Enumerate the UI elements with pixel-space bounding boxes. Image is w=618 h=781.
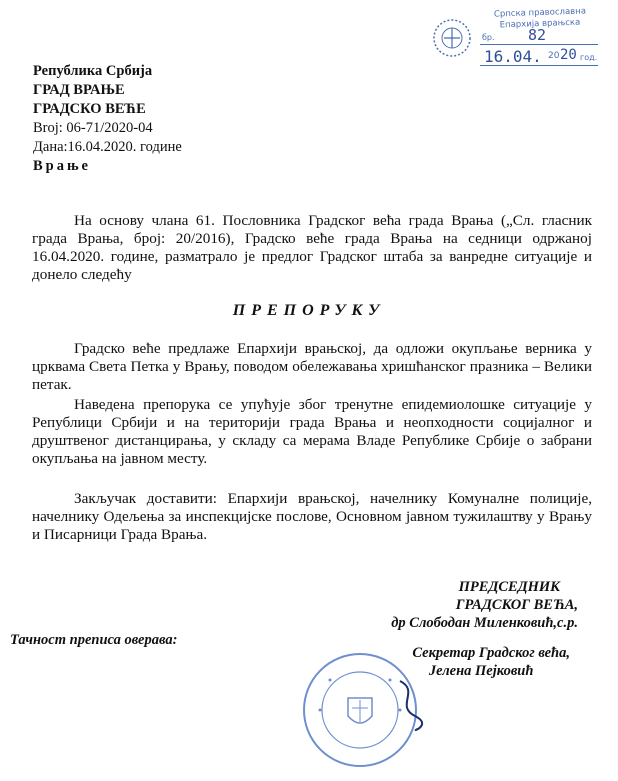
secretary-name: Јелена Пејковић — [428, 663, 534, 679]
stamp-line-2: Епархија врањска — [499, 17, 581, 31]
stamp-line-1: Српска православна — [493, 6, 587, 20]
delivery-paragraph: Закључак доставити: Епархији врањској, начелнику Комуналне полиције, начелнику Одељења за инспекцијске послове, Основном јавном тужилаштву у Врању и Писарници Града Врања. — [32, 490, 592, 543]
secretary-signature-block — [412, 644, 570, 680]
handwritten-signature-icon — [390, 676, 430, 736]
reason-paragraph: Наведена препорука се упућује због тренутне епидемиолошке ситуације у Републици Србији и на територији града Врања и неопходности социјалног и друштвеног дистанцирања, у складу са мерама Владе Републике Србије о забрани окупљања на јавном месту. — [32, 396, 592, 467]
secretary-role: Секретар Градског већа, — [412, 645, 570, 661]
president-role-1: ПРЕДСЕДНИК — [458, 579, 560, 595]
president-name: др Слободан Миленковић,с.р. — [391, 615, 578, 631]
stamp-reg-number: 82 — [528, 26, 547, 44]
header-city: ГРАД ВРАЊЕ — [33, 82, 125, 98]
header-council: ГРАДСКО ВЕЋЕ — [33, 101, 146, 117]
president-role-2: ГРАДСКОГ ВЕЋА, — [455, 597, 578, 613]
receipt-stamp: Српска православна Епархија врањска бр. 82 16.04. 20 20 год. — [430, 2, 605, 78]
header-number: Broj: 06-71/2020-04 — [33, 120, 153, 136]
stamp-year-suffix: год. — [580, 53, 598, 62]
church-seal-icon — [430, 16, 474, 60]
header-republic: Република Србија — [33, 63, 153, 79]
president-signature-block — [391, 578, 578, 632]
stamp-date: 16.04. — [484, 47, 542, 66]
letterhead — [33, 62, 182, 176]
header-date: Дана:16.04.2020. године — [33, 139, 182, 155]
header-place: Врање — [33, 158, 91, 174]
stamp-year: 20 — [560, 47, 577, 63]
intro-paragraph: На основу члана 61. Пословника Градског већа града Врања („Сл. гласник града Врања, број: 20/2016), Градско веће града Врања на седници одржаној 16.04.2020. године, разматрало је предлог Градског штаба за ванредне ситуације и донело следећу — [32, 212, 592, 283]
certification-label: Тачност преписа оверава: — [10, 632, 178, 648]
document-title: ПРЕПОРУКУ — [232, 302, 386, 319]
recommendation-paragraph: Градско веће предлаже Епархији врањској, да одложи окупљање верника у црквама Света Петка у Врању, поводом обележавања хришћанског празника – Велики петак. — [32, 340, 592, 393]
